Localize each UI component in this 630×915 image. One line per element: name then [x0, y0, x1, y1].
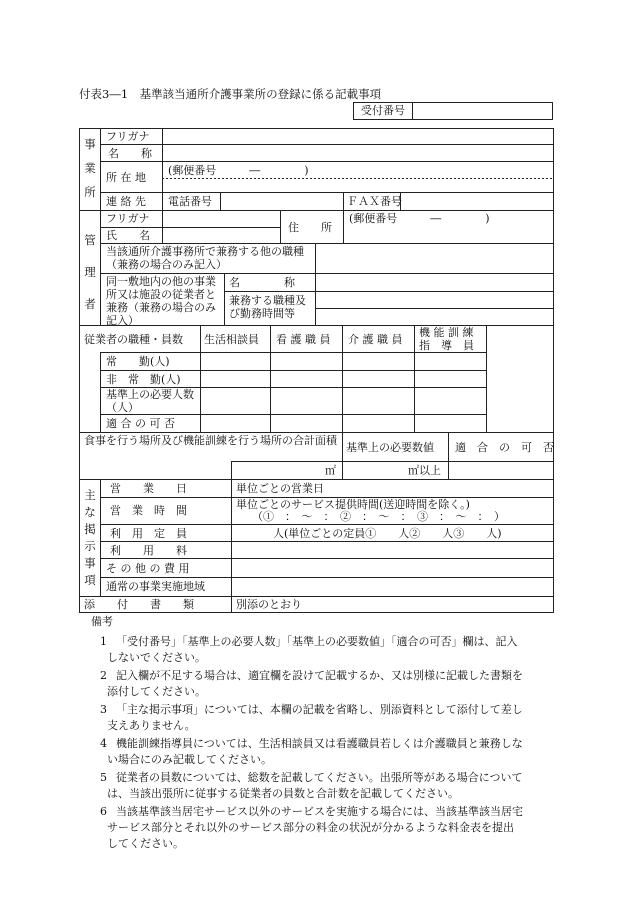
area-label: 食事を行う場所及び機能訓練を行う場所の合計面積: [84, 434, 337, 447]
manager-postal-label: (郵便番号 ― ): [349, 212, 490, 225]
other-cost-label: そ の 他 の 費 用: [106, 562, 190, 575]
manager-name-label: 氏 名: [106, 229, 150, 242]
office-fax-label: ＦＡＸ番号: [347, 195, 402, 208]
manager-side-char: 者: [84, 297, 96, 311]
attachments-label: 添 付 書 類: [84, 598, 194, 611]
staff-row-parttime: 非 常 勤(人): [106, 373, 181, 386]
capacity-value: 人(単位ごとの定員① 人② 人③ 人): [273, 527, 502, 540]
staff-row-required: 基準上の必要人数 （人）: [106, 388, 227, 414]
note-line: サービス部分とそれ以外のサービス部分の料金の状況が分かるような料金表を提出: [107, 821, 514, 834]
office-name-label: 名 称: [108, 147, 152, 160]
manager-side-char: 理: [84, 265, 96, 279]
business-days-label: 営 業 日: [110, 482, 187, 495]
office-side-label: [83, 134, 97, 202]
area-conform-label: 適 合 の 可 否: [455, 441, 554, 454]
staff-col-care: 介 護 職 員: [348, 333, 403, 346]
business-hours-value: 単位ごとのサービス提供時間(送迎時間を除く。): [236, 498, 470, 511]
office-side-char: 所: [84, 185, 96, 199]
main-side-char: 掲: [84, 522, 96, 536]
staff-row-conform: 適 合 の 可 否: [106, 417, 175, 430]
note-line: 「主な掲示事項」については、本欄の記載を省略し、別添資料として添付して差し: [116, 703, 523, 716]
staff-header-label: 従業者の職種・員数: [84, 333, 183, 346]
area-required-unit: ㎡以上: [408, 464, 441, 477]
office-address-label: 所 在 地: [106, 171, 146, 184]
business-hours-label: 営 業 時 間: [110, 504, 187, 517]
staff-col-training: 機 能 訓 練 指 導 員: [419, 326, 474, 352]
note-line: してください。: [107, 837, 184, 850]
office-contact-label: 連 絡 先: [106, 195, 146, 208]
business-hours-slots: （① ： ～ ： ② ： ～ ： ③ ： ～ ： ）: [252, 510, 505, 523]
note-num: 3: [100, 703, 107, 716]
staff-col-life: 生活相談員: [204, 333, 259, 346]
note-line: 記入欄が不足する場合は、適宜欄を設けて記載するか、又は別様に記載した書類を: [116, 669, 523, 682]
note-line: 「受付番号」「基準上の必要人数」「基準上の必要数値」「適合の可否」欄は、記入: [116, 635, 518, 648]
manager-site-name-label: 名 称: [229, 276, 295, 289]
main-side-char: 示: [84, 539, 96, 553]
manager-address-label: 住 所: [288, 221, 332, 234]
attachments-value: 別添のとおり: [236, 598, 302, 611]
manager-side-char: 管: [84, 233, 96, 247]
note-num: 1: [100, 635, 107, 648]
main-side-char: 事: [84, 556, 96, 570]
note-line: 支えありません。: [107, 719, 196, 732]
staff-row-fulltime: 常 勤(人): [106, 355, 170, 368]
note-num: 4: [100, 737, 107, 750]
manager-side-label: [83, 226, 97, 318]
area-required-label: 基準上の必要数値: [346, 441, 434, 454]
office-postal-label: (郵便番号 ― ): [168, 164, 309, 177]
note-num: 5: [100, 771, 107, 784]
main-side-char: 項: [84, 573, 96, 587]
manager-furigana-label: フリガナ: [106, 212, 150, 225]
main-side-char: 主: [84, 488, 96, 502]
note-line: しないでください。: [107, 651, 206, 664]
form-title: 付表3―1 基準該当通所介護事業所の登録に係る記載事項: [79, 87, 382, 101]
staff-col-nurse: 看 護 職 員: [276, 333, 331, 346]
note-line: 従業者の員数については、総数を記載してください。出張所等がある場合について: [116, 771, 523, 784]
main-items-side-label: [83, 487, 97, 589]
service-area-label: 通常の事業実施地域: [106, 580, 205, 593]
manager-site-duty-label: 兼務する職種及び勤務時間等: [229, 294, 306, 320]
note-line: 添付してください。: [107, 685, 206, 698]
office-tel-label: 電話番号: [168, 195, 212, 208]
receipt-number-label: 受付番号: [354, 103, 413, 119]
note-line: い場合にのみ記載してください。: [107, 753, 272, 766]
fee-label: 利 用 料: [110, 544, 187, 557]
area-unit: ㎡: [325, 464, 336, 477]
note-line: は、当該出張所に従事する従業者の員数と合計数を記載してください。: [107, 787, 459, 800]
notes-heading: 備考: [91, 615, 113, 628]
manager-other-duty-label: 当該通所介護事務所で兼務する他の職種（兼務の場合のみ記入）: [106, 245, 304, 271]
main-side-char: な: [84, 505, 96, 519]
office-side-char: 業: [84, 161, 96, 175]
business-days-value: 単位ごとの営業日: [236, 482, 324, 495]
note-num: 6: [100, 805, 107, 818]
office-furigana-label: フリガナ: [106, 130, 150, 143]
capacity-label: 利 用 定 員: [110, 527, 187, 540]
note-line: 機能訓練指導員については、生活相談員又は看護職員若しくは介護職員と兼務しな: [116, 737, 523, 750]
manager-other-site-label: 同一敷地内の他の事業所又は施設の従業者と兼務（兼務の場合のみ記入）: [106, 275, 216, 327]
note-num: 2: [100, 669, 107, 682]
note-line: 当該基準該当居宅サービス以外のサービスを実施する場合には、当該基準該当居宅: [116, 805, 523, 818]
office-side-char: 事: [84, 137, 96, 151]
